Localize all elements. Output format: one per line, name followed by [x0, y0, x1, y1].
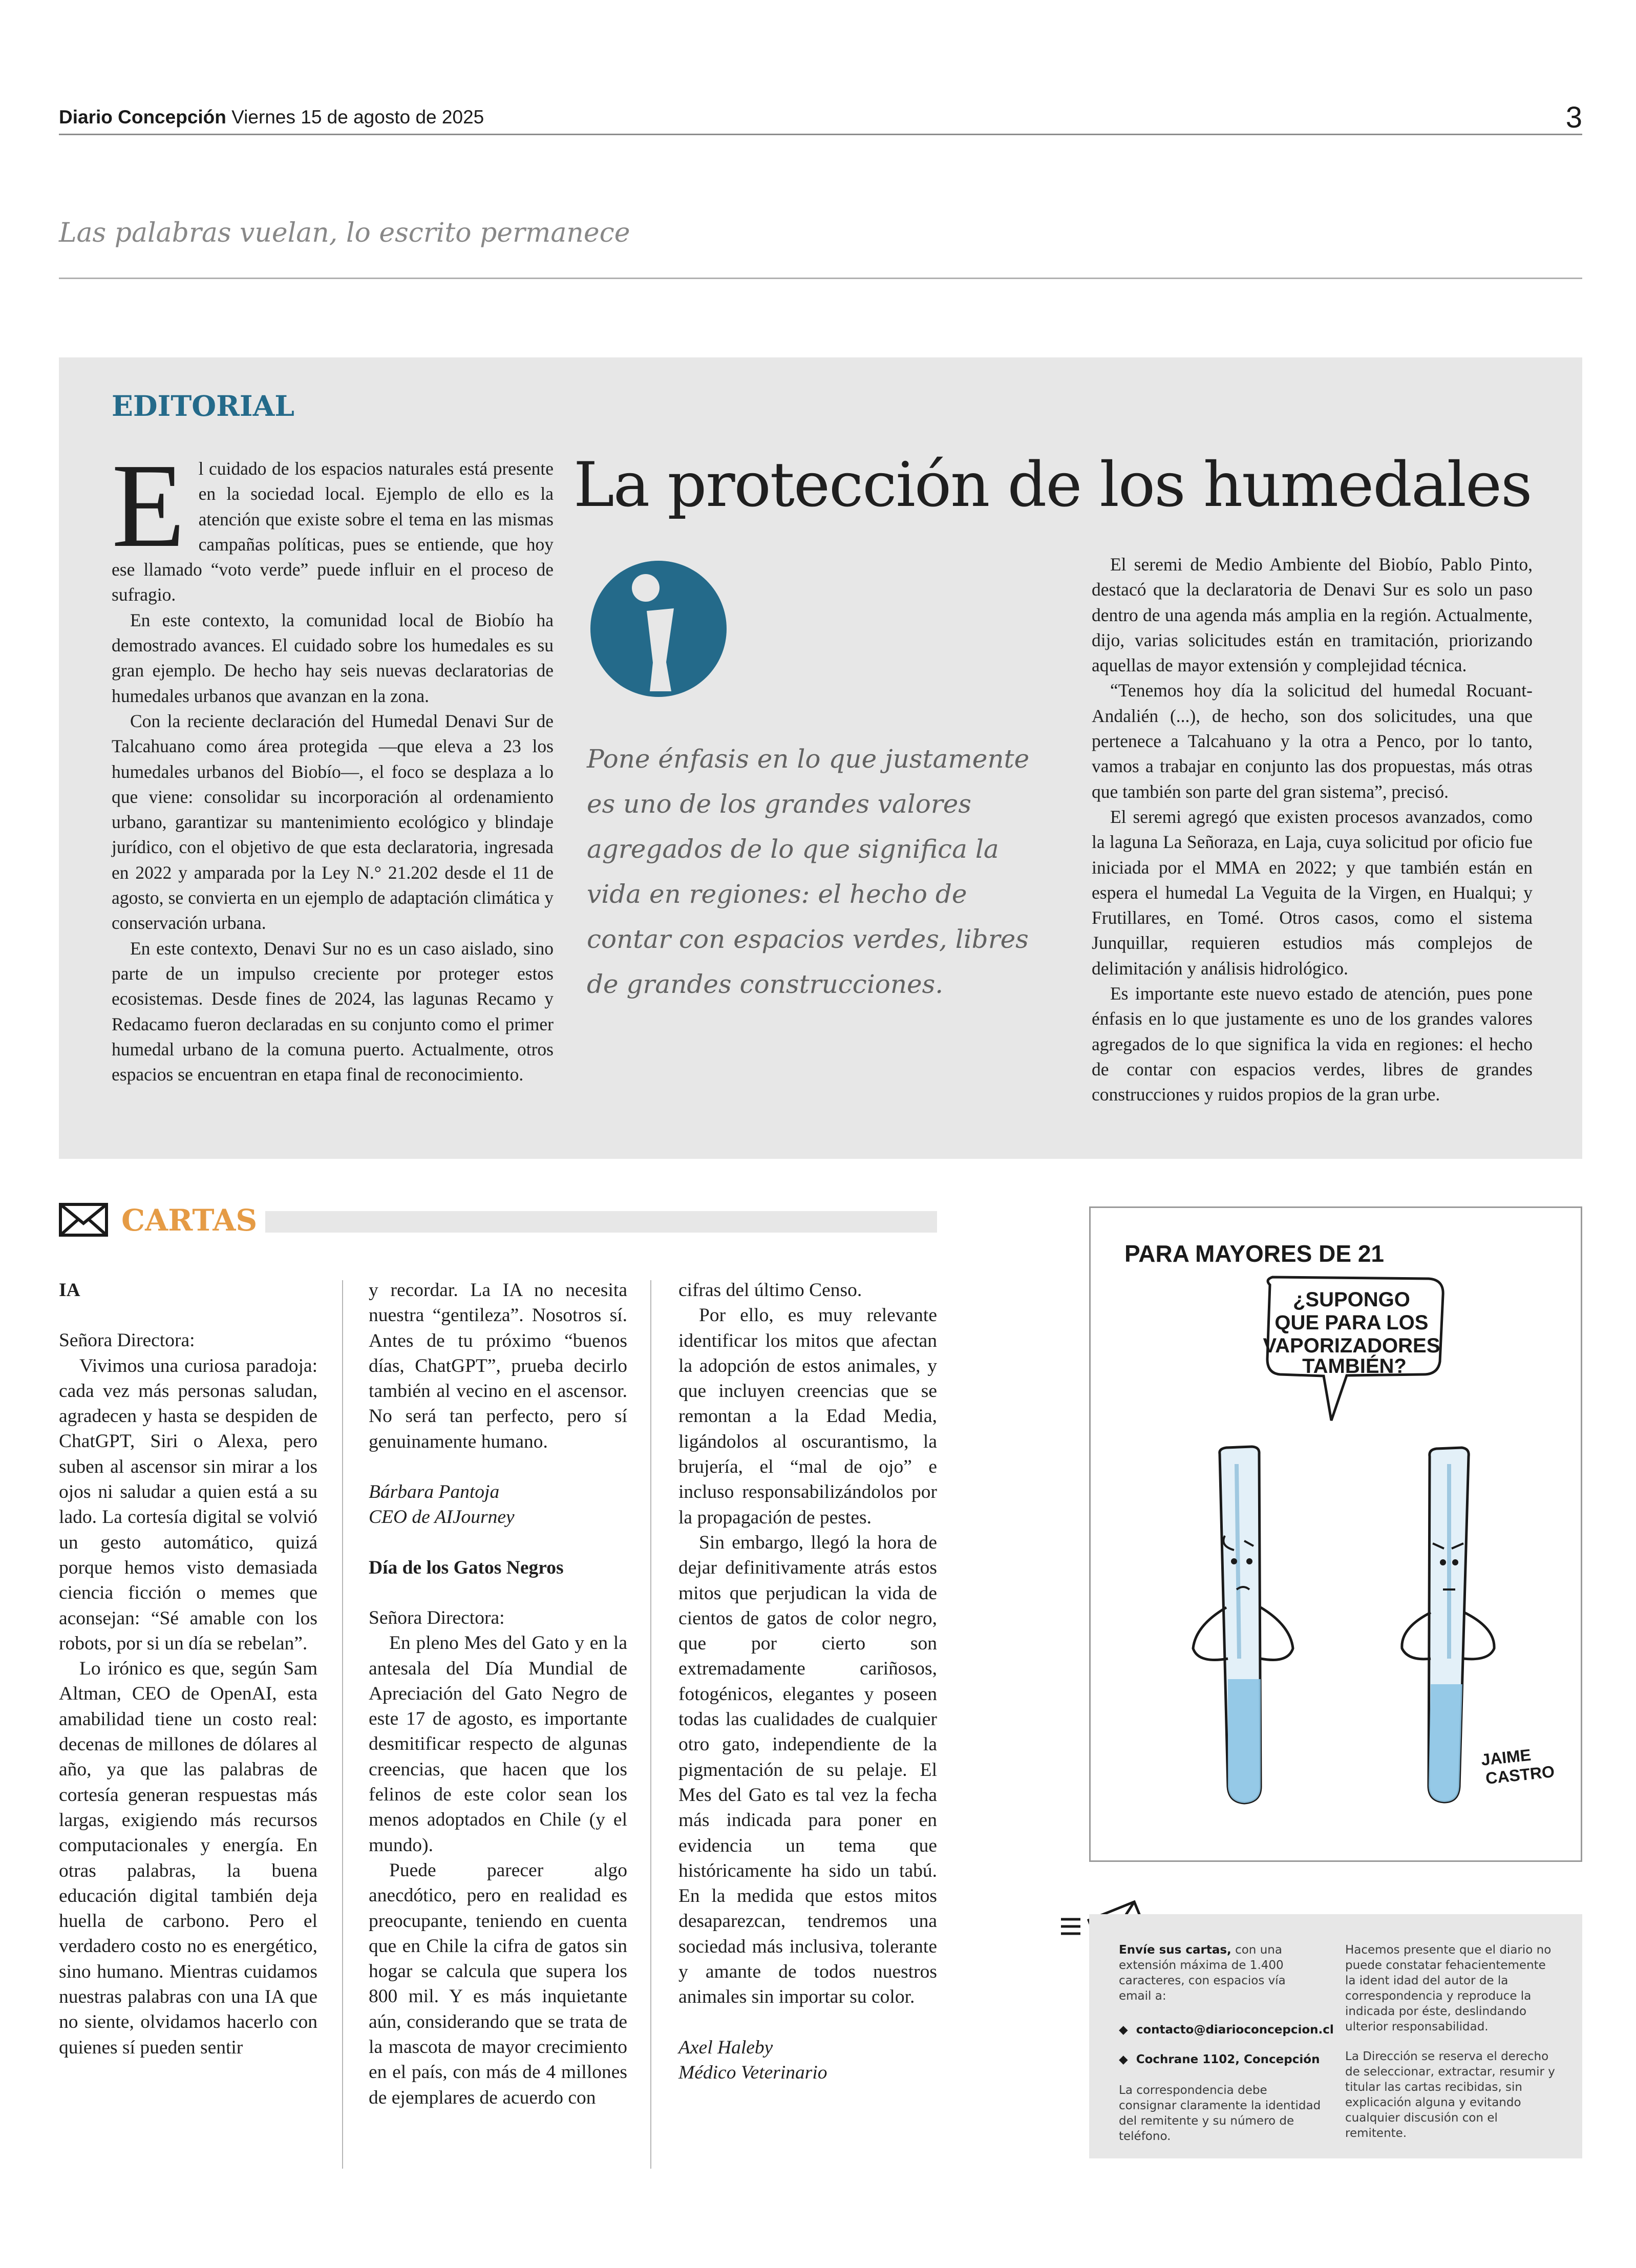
editorial-paragraph: El seremi de Medio Ambiente del Biobío, Pablo Pinto, destacó que la declaratoria de Denavi Sur es solo un paso dentro de una agenda más amplia en la región. Actualmente, dijo, varias solicitudes están en tramitación, priorizando aquellas de mayor extensión y complejidad técnica.	[1092, 554, 1533, 676]
speech-line-1: ¿SUPONGO	[1292, 1288, 1410, 1311]
cartoon-signature-line-2: CASTRO	[1484, 1762, 1556, 1788]
letter-paragraph: Por ello, es muy relevante identificar los mitos que afectan la adopción de estos animales, y que incluyen creencias que se remontan a la Edad Media, ligándolos al oscurantismo, la brujería, el “mal de ojo” e incluso responsabilizándolos por la propagación de pestes.	[678, 1305, 937, 1528]
speech-line-3: VAPORIZADORES	[1263, 1334, 1440, 1357]
send-instructions-lead: Envíe sus cartas,	[1119, 1943, 1231, 1957]
cartoon-drawing	[1091, 1208, 1581, 1860]
letter-salutation: Señora Directora:	[369, 1607, 505, 1628]
postal-address-text: Cochrane 1102, Concepción	[1136, 2053, 1320, 2066]
editorial-column-1	[112, 439, 554, 1087]
right-vaporizer	[1402, 1448, 1494, 1802]
editorial-paragraph: Con la reciente declaración del Humedal Denavi Sur de Talcahuano como área protegida —que eleva a 23 los humedales urbanos del Biobío—, el foco se desplaza a lo que viene: consolidar su incorporación al ordenamiento urbano, garantizar su mantenimiento ecológico y blindaje jurídico, con el objetivo de que esta declaratoria, ingresada en 2022 y amparada por la Ley N.° 21.202 desde el 11 de agosto, se convierta en un ejemplo de adaptación climática y conservación urbana.	[112, 710, 554, 934]
letter-heading: Día de los Gatos Negros	[369, 1557, 564, 1578]
disclaimer-editing: La Dirección se reserva el derecho de seleccionar, extractar, resumir y titular las cartas recibidas, sin explicación alguna y evitando cualquier discusión con el remitente.	[1345, 2050, 1555, 2140]
letter-continuation: cifras del último Censo.	[678, 1280, 862, 1301]
info-column-left	[1119, 1942, 1334, 2158]
letter-salutation: Señora Directora:	[59, 1330, 195, 1351]
send-instructions	[1119, 1942, 1321, 2004]
column-rule	[342, 1280, 343, 2169]
editorial-label: EDITORIAL	[112, 389, 294, 422]
envelope-icon	[59, 1203, 108, 1237]
header-rule	[265, 1211, 937, 1233]
masthead-date-line	[59, 107, 484, 128]
letter-signature-role: CEO de AIJourney	[369, 1507, 515, 1528]
postal-address: ◆ Cochrane 1102, Concepción	[1119, 2053, 1320, 2066]
cartoon-title: PARA MAYORES DE 21	[1124, 1240, 1384, 1267]
letter-heading: IA	[59, 1280, 80, 1301]
info-icon	[589, 557, 728, 701]
editorial-headline: La protección de los humedales	[573, 450, 1532, 521]
letters-info-box	[1089, 1914, 1582, 2158]
tagline-text: Las palabras vuelan, lo escrito permanece	[59, 218, 630, 248]
letter-paragraph: Puede parecer algo anecdótico, pero en realidad es preocupante, teniendo en cuenta que en Chile la cifra de gatos sin hogar se calcula que supera los 800 mil. Y es más inquietante aún, considerando que se trata de la mascota de mayor crecimiento en el país, con más de 4 millones de ejemplares de acuerdo con	[369, 1859, 627, 2108]
left-vaporizer	[1193, 1447, 1293, 1803]
svg-text:JAIME CASTRO	[1480, 1743, 1556, 1788]
editorial-column-3	[1092, 552, 1533, 1108]
speech-line-2: QUE PARA LOS	[1274, 1311, 1429, 1334]
disclaimer-identity: Hacemos presente que el diario no puede constatar fehacientemente la ident idad del autor de la correspondencia y reproduce la indicada por éste, deslindando ulterior responsabilidad.	[1345, 1943, 1552, 2033]
masthead	[59, 100, 1582, 135]
column-rule	[650, 1280, 651, 2169]
letter-paragraph: Vivimos una curiosa paradoja: cada vez más personas saludan, agradecen y hasta se despiden de ChatGPT, Siri o Alexa, pero suben al ascensor sin mirar a los ojos ni saludar a quien está a su lado. La cortesía digital se volvió un gesto automático, quizá porque hemos visto demasiada ciencia ficción o memes que aconsejan: “Sé amable con los robots, por si un día se rebelan”.	[59, 1355, 317, 1654]
letter-paragraph: Sin embargo, llegó la hora de dejar definitivamente atrás estos mitos que perjudican la vida de cientos de gatos de color negro, que por cierto son extremadamente cariñosos, fotogénicos, elegantes y poseen todas las cualidades de cualquier otro gato, independiente de la pigmentación de su pelaje. El Mes del Gato es tal vez la fecha más indicada para poner en evidencia un tema que históricamente ha sido un tabú. En la medida que estos mitos desaparezcan, tendremos una sociedad más inclusiva, tolerante y amante de todos nuestros animales sin importar su color.	[678, 1532, 937, 2008]
paper-name: Diario Concepción	[59, 107, 226, 128]
section-tagline	[59, 218, 1582, 279]
issue-date: Viernes 15 de agosto de 2025	[226, 107, 484, 128]
letter-signature-name: Bárbara Pantoja	[369, 1481, 500, 1503]
cartas-label: CARTAS	[121, 1203, 258, 1238]
editorial-box	[59, 357, 1582, 1159]
editorial-paragraph: Es importante este nuevo estado de atención, pues pone énfasis en lo que justamente es uno de los grandes valores agregados de lo que significa la vida en regiones: el hecho de contar con espacios verdes, libres de grandes construcciones y ruidos propios de la gran urbe.	[1092, 983, 1533, 1105]
letters-column-2	[369, 1278, 627, 2110]
cartas-header	[59, 1202, 937, 1238]
letter-paragraph: En pleno Mes del Gato y en la antesala del Día Mundial de Apreciación del Gato Negro de este 17 de agosto, es importante desmitificar respecto de algunas creencias, que hacen que los felinos de este color sean los menos adoptados en Chile (y el mundo).	[369, 1633, 627, 1856]
letter-paragraph: Lo irónico es que, según Sam Altman, CEO de OpenAI, esta amabilidad tiene un costo real: decenas de millones de dólares al año, ya que las palabras de cortesía generan respuestas más largas, exigiendo más recursos computacionales y energía. En otras palabras, la buena educación digital también deja huella de carbono. Pero el verdadero costo no es energético, sino humano. Mientras cuidamos nuestras palabras con una IA que no siente, olvidamos hacerlo con quienes sí pueden sentir	[59, 1658, 317, 2058]
editorial-paragraph: En este contexto, la comunidad local de Biobío ha demostrado avances. El cuidado sobre los humedales es su gran ejemplo. De hecho hay seis nuevas declaratorias de humedales urbanos que avanzan en la zona.	[112, 609, 554, 706]
editorial-paragraph: En este contexto, Denavi Sur no es un caso aislado, sino parte de un impulso creciente por proteger estos ecosistemas. Desde fines de 2024, las lagunas Recamo y Redacamo fueron declaradas en su conjunto como el primer humedal urbano de la comuna puerto. Actualmente, otros espacios se encuentran en etapa final de reconocimiento.	[112, 938, 554, 1085]
contact-email[interactable]: ◆ contacto@diarioconcepcion.cl	[1119, 2023, 1334, 2037]
drop-cap: E	[112, 439, 185, 572]
info-column-right	[1345, 1942, 1555, 2155]
editorial-paragraph: El seremi agregó que existen procesos avanzados, como la laguna La Señoraza, en Laja, cuya solicitud por oficio fue iniciada por el MMA en 2022; y que también están en espera el humedal La Veguita de la Virgen, en Hualqui; y Frutillares, en Tomé. Otros casos, como el sistema Junquillar, requieren estudios más complejos de delimitación y análisis hidrológico.	[1092, 806, 1533, 979]
letters-column-1	[59, 1278, 317, 2060]
contact-email-text[interactable]: contacto@diarioconcepcion.cl	[1136, 2023, 1334, 2037]
correspondence-note: La correspondencia debe consignar claramente la identidad del remitente y su número de teléfono.	[1119, 2084, 1321, 2143]
editorial-paragraph	[112, 439, 554, 608]
speech-line-4: TAMBIÉN?	[1302, 1355, 1407, 1377]
editorial-paragraph: “Tenemos hoy día la solicitud del humedal Rocuant-Andalién (...), de hecho, son dos solicitudes, una que pertenece a Talcahuano y la otra a Penco, por lo tanto, vamos a trabajar en conjunto las dos propuestas, más otras que también son parte del gran sistema”, precisó.	[1092, 680, 1533, 802]
send-instructions-text: con una extensión máxima de 1.400 caracteres, con espacios vía email a:	[1119, 1943, 1286, 2003]
letter-signature-name: Axel Haleby	[678, 2037, 773, 2058]
letter-signature-role: Médico Veterinario	[678, 2062, 827, 2083]
letter-continuation: y recordar. La IA no necesita nuestra “gentileza”. Nosotros sí. Antes de tu próximo “buenos días, ChatGPT”, prueba decirlo también al vecino en el ascensor. No será tan perfecto, pero sí genuinamente humano.	[369, 1280, 627, 1452]
cartoon-signature-line-1: JAIME	[1480, 1745, 1532, 1769]
letters-column-3	[678, 1278, 937, 2085]
page-number: 3	[1565, 101, 1582, 134]
cartoon-panel	[1089, 1206, 1582, 1862]
pull-quote: Pone énfasis en lo que justamente es uno de los grandes valores agregados de lo que significa la vida en regiones: el hecho de contar con espacios verdes, libres de grandes construcciones.	[587, 744, 1030, 999]
editorial-paragraph-text: l cuidado de los espacios naturales está presente en la sociedad local. Ejemplo de ello es la atención que existe sobre el tema en las mismas campañas políticas, pues se entiende, que hoy ese llamado “voto verde” puede influir en el proceso de sufragio.	[112, 458, 554, 605]
